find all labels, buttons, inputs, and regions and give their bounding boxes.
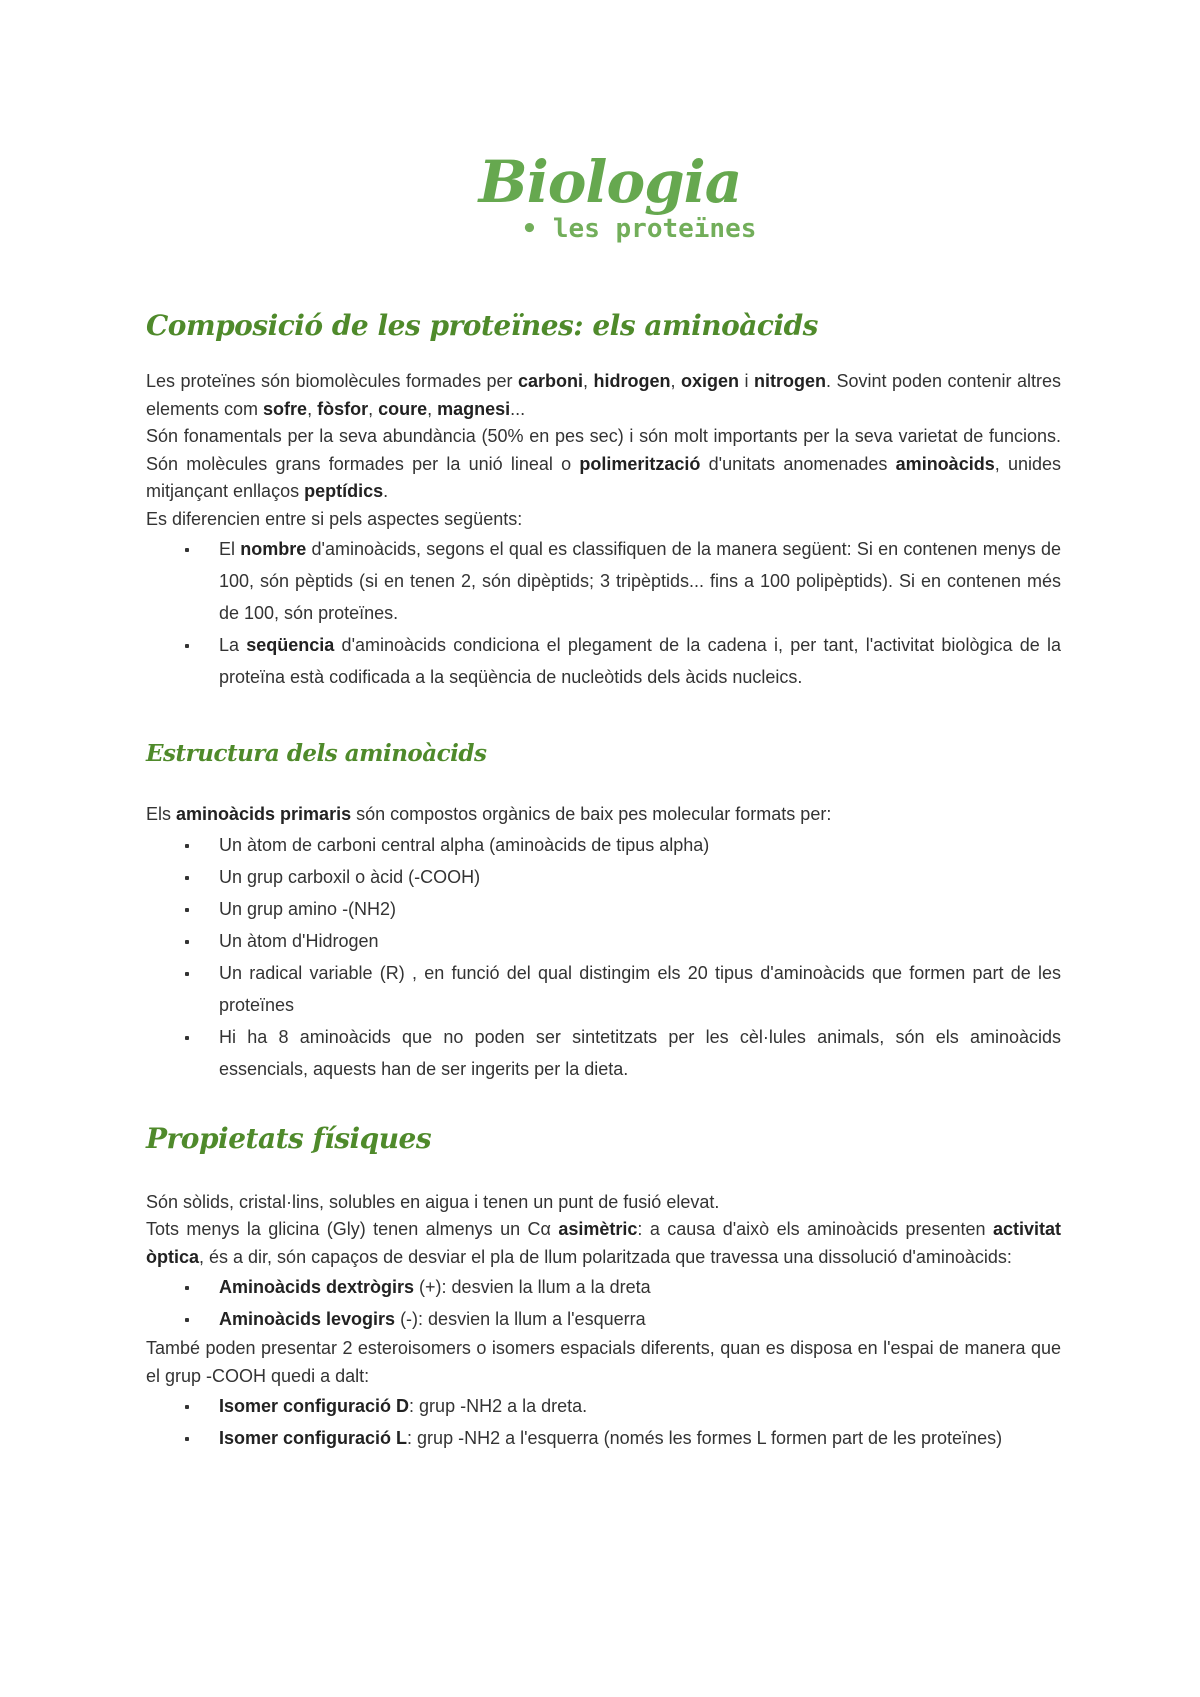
text-run: Són fonamentals per la seva abundància (50% en pes sec) i són molt importants per la seva varietat de funcions. Són molècules grans formades per la unió lineal o	[146, 426, 1061, 474]
list-item	[219, 1422, 1061, 1454]
bold-term: hidrogen	[593, 371, 671, 391]
list-item	[219, 629, 1061, 693]
text-run: ,	[670, 371, 682, 391]
bold-term: oxigen	[681, 371, 740, 391]
bold-term: nombre	[240, 539, 307, 559]
paragraph: També poden presentar 2 esteroisomers o isomers espacials diferents, quan es disposa en l'espai de manera que el grup -COOH quedi a dalt:	[146, 1338, 1061, 1386]
paragraph: Es diferencien entre si pels aspectes següents:	[146, 508, 523, 529]
text-run: d'aminoàcids condiciona el plegament de la cadena i, per tant, l'activitat biològica de la proteïna està codificada a la seqüència de nucleòtids dels àcids nucleics.	[219, 635, 1061, 687]
title-block	[0, 148, 1200, 246]
text-run: ,	[583, 371, 594, 391]
bold-term: carboni	[518, 371, 584, 391]
bold-term: Isomer configuració D	[219, 1396, 410, 1416]
list-item	[219, 1021, 1061, 1085]
text-run: d'aminoàcids, segons el qual es classifiquen de la manera següent: Si en contenen menys de 100, són pèptids (si en tenen 2, són dipèptids; 3 tripèptids... fins a 100 polipèptids). Si en contenen més de 100, són proteïnes.	[219, 539, 1061, 623]
text-run: Un grup amino -(NH2)	[219, 898, 397, 919]
bold-term: magnesi	[437, 398, 511, 419]
text-run: (+): desvien la llum a la dreta	[414, 1277, 651, 1297]
paragraph	[146, 801, 1061, 829]
list-item	[219, 925, 1061, 957]
list-item	[219, 829, 1061, 861]
section-heading-structure: Estructura dels aminoàcids	[146, 740, 487, 767]
list-item	[219, 1271, 1061, 1303]
document-title: Biologia	[478, 148, 742, 216]
text-run: El	[219, 539, 241, 559]
bold-term: coure	[378, 398, 428, 419]
text-run: ,	[427, 398, 438, 419]
list-item	[219, 957, 1061, 1021]
list-item	[219, 893, 1061, 925]
bullet-list	[146, 1390, 1061, 1454]
list-item	[219, 533, 1061, 629]
text-run: Tots menys la glicina (Gly) tenen almenys un Cα	[146, 1219, 559, 1239]
section-heading-composition: Composició de les proteïnes: els aminoàcids	[146, 309, 818, 342]
text-run: , és a dir, són capaços de desviar el pla de llum polaritzada que travessa una dissolució d'aminoàcids:	[199, 1246, 1012, 1267]
text-run: Un àtom de carboni central alpha (aminoàcids de tipus alpha)	[219, 834, 710, 855]
bold-term: Aminoàcids levogirs	[219, 1309, 396, 1329]
text-run: ,	[368, 398, 379, 419]
text-run: : grup -NH2 a la dreta.	[409, 1396, 588, 1416]
text-run: Hi ha 8 aminoàcids que no poden ser sintetitzats per les cèl·lules animals, són els aminoàcids essencials, aquests han de ser ingerits per la dieta.	[219, 1026, 1061, 1079]
section-heading-properties: Propietats físiques	[146, 1121, 432, 1155]
bold-term: activitat òptica	[146, 1219, 1062, 1267]
bold-term: fòsfor	[317, 398, 369, 419]
text-run: . Sovint poden contenir altres elements com	[146, 371, 1062, 419]
list-item	[219, 1390, 1061, 1422]
text-run: (-): desvien la llum a l'esquerra	[395, 1309, 646, 1329]
text-run: Un grup carboxil o àcid (-COOH)	[219, 866, 481, 887]
text-run: i	[739, 371, 754, 391]
text-run: , unides mitjançant enllaços	[146, 453, 1061, 501]
text-run: ...	[510, 398, 526, 419]
bullet-list	[146, 829, 1061, 1085]
bold-term: polimerització	[579, 453, 701, 474]
paragraph	[146, 1216, 1061, 1271]
text-run: : grup -NH2 a l'esquerra (només les formes L formen part de les proteïnes)	[407, 1428, 1003, 1448]
bold-term: Aminoàcids dextrògirs	[219, 1277, 415, 1297]
text-run: són compostos orgànics de baix pes molecular formats per:	[351, 804, 832, 824]
text-run: Un radical variable (R) , en funció del qual distingim els 20 tipus d'aminoàcids que formen part de les proteïnes	[219, 962, 1061, 1015]
bold-term: aminoàcids primaris	[176, 804, 352, 824]
bold-term: nitrogen	[753, 371, 826, 391]
bullet-list	[146, 1271, 1061, 1335]
text-run: Les proteïnes són biomolècules formades per	[146, 371, 519, 391]
text-run: : a causa d'això els aminoàcids presenten	[637, 1219, 993, 1239]
paragraph	[146, 368, 1061, 423]
bold-term: asimètric	[558, 1219, 638, 1239]
paragraph: Són sòlids, cristal·lins, solubles en aigua i tenen un punt de fusió elevat.	[146, 1191, 720, 1212]
text-run: Els	[146, 804, 177, 824]
bold-term: Isomer configuració L	[219, 1428, 408, 1448]
text-run: .	[383, 481, 389, 501]
text-run: ,	[307, 398, 318, 419]
bold-term: seqüencia	[246, 635, 335, 655]
bullet-list	[146, 533, 1061, 693]
bold-term: aminoàcids	[895, 453, 995, 474]
document-content	[146, 306, 1061, 1454]
bold-term: sofre	[263, 398, 308, 419]
text-run: La	[219, 635, 247, 655]
list-item	[219, 861, 1061, 893]
bold-term: peptídics	[304, 481, 384, 501]
document-subtitle: • les proteïnes	[521, 214, 757, 244]
list-item	[219, 1303, 1061, 1335]
paragraph	[146, 423, 1061, 506]
text-run: Un àtom d'Hidrogen	[219, 930, 379, 951]
text-run: d'unitats anomenades	[700, 453, 896, 474]
